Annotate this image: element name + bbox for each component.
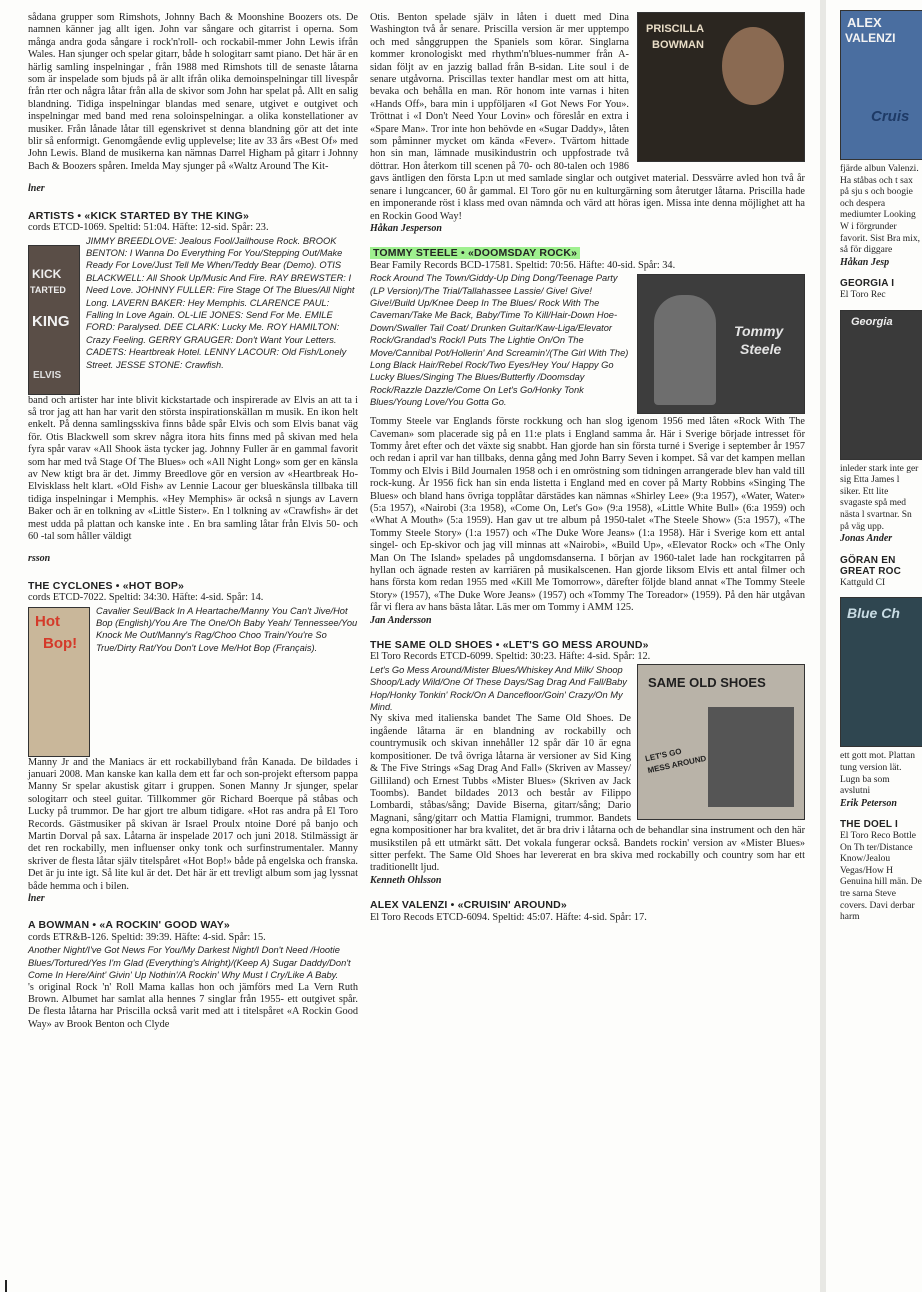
middle-column — [370, 0, 805, 924]
page-gutter — [820, 0, 826, 1292]
review-tommy-meta: Bear Family Records BCD-17581. Speltid: 70:56. Häfte: 40-sid. Spår: 34. — [370, 259, 676, 271]
review-cyclones-signature: lner — [28, 893, 45, 905]
cover-priscilla-portrait — [722, 27, 784, 105]
review-shoes-signature: Kenneth Ohlsson — [370, 874, 442, 886]
review-shoes-meta: El Toro Records ETCD-6099. Speltid: 30:23. Häfte: 4-sid. Spår: 12. — [370, 651, 651, 663]
review-kick-signature: rsson — [28, 553, 51, 565]
review-right-text-4: El Toro Reco Bottle On Th ter/Distance Know/Jealou Vegas/How H Genuina hill män. De tre sarna Steve covers. Davi derbar harm — [840, 831, 922, 923]
review-priscilla-text: Otis. Benton spelade själv in låten i duett med Dina Washington två år senare. Priscilla version är mer upptempo och med sånggruppen the Spaniels som körar. Singlarna kommer kronologiskt med rhythm'n'blues-nummer från A-sidan följt av en jazzig ballad från B-sidan. Lite soul i de senare utgåvorna. Priscillas texter handlar mest om att hitta, bevaka och behålla en man. Rör honom inte varnas i hiten «Hands Off», bara min i uppföljaren «I Got News For You». Tröttnat i «I Don't Need Your Lovin» och föreslår en extra i «Spare Man». Tror inte hon behövde en «Sugar Daddy», låten som påminner mycket om kända «Fever». Tvärtom hittade hon sin man, lämnade musikindustrin och uppfostrade två döttrar. Hon återkom till scenen på 70- och 80-talen och 1986 gavs äntligen den första Lp:n ut med samlade singlar och outgivet material. Dessvärre avled hon två år senare i lungcancer, 60 år gammal. El Toro gör nu en kulturgärning som återutger låtarna. Priscilla hade en imponerande röst i klass med ovan nämnda och värd att höras igen. Missa inte denna möjlighet att ha en Rockin Good Way! — [370, 12, 805, 222]
review-right-meta-2: El Toro Rec — [840, 289, 886, 300]
cover-tommy-steele — [637, 274, 805, 414]
review-right-text-2: inleder stark inte ger sig Etta James l siker. Ett lite svagaste spå med nästa l svartnar. Sn på väg upp. — [840, 463, 919, 532]
review-alex-meta: El Toro Recods ETCD-6094. Speltid: 45:07. Häfte: 4-sid. Spår: 17. — [370, 911, 647, 923]
review-cyclones-meta: cords ETCD-7022. Speltid: 34:30. Häfte: 4-sid. Spår: 14. — [28, 592, 264, 604]
cover-kick-started — [28, 245, 80, 395]
review-right-signature-1: Håkan Jesp — [840, 256, 890, 268]
cover-tommy-figure — [654, 295, 716, 405]
review-shoes-text: Ny skiva med italienska bandet The Same Old Shoes. De ingående låtarna är en blandning av rockabilly och countrymusik och skivan innehåller 12 spår där 10 är egna kompositioner. De två övriga låtarna är versioner av Sid King & The Five Strings «Sag Drag And Fall» (Skriven av Massey/ Gilliland) och Ernest Tubbs «Mister Blues» (Skriven av Jack Toombs). Bandet bildades 2013 och består av Filippo Lombardi, ståbas/sång; Davide Biserna, gitarr/sång; Dario Magnani, sång/gitarr och Mattia Flamigni, trummor. Bandets egna kompositioner har bra kvalitet, det är bra driv i låtarna och de behandlar sina instrument och den här musikstilen på ett utmärkt sätt. Det vokala fungerar också. Bandets rockin' version av «Mister Blues» sitter perfekt. The Same Old Shoes har levererat en bra skiva med rockabilly och country som har ett traditionellt ljud. — [370, 713, 805, 874]
review-bowman-tracks: Another Night/I've Got News For You/My Darkest Night/I Don't Need /Hootie Blues/Tortured/Yes I'm Glad (Everything's Alright)/(Keep A) Sugar Daddy/Don't Come In Here/Aint' Givin' Up Nothin'/A Rockin' Why Must I Cry/Like A Baby. — [28, 945, 351, 981]
review-right-text-1: fjärde albun Valenzi. Ha ståbas och t sax på sju s och boogie och despera mediumter Looking W i förgrunder favorit. Sist Bra mix, så för diggare — [840, 164, 920, 256]
review-right-header-4: THE DOEL I — [840, 819, 898, 831]
review-intro-signature: lner — [28, 183, 45, 195]
review-shoes-header: THE SAME OLD SHOES • «LET'S GO MESS AROUND» — [370, 639, 649, 652]
cover-kick-text-3: KING — [32, 312, 70, 330]
cover-priscilla-text-1: PRISCILLA — [646, 23, 705, 35]
cover-priscilla-text-2: BOWMAN — [652, 39, 704, 51]
cover-alex-text-1: ALEX — [847, 15, 882, 30]
review-tommy-text: Tommy Steele var Englands förste rockkung och han slog igenom 1956 med låten «Rock With The Caveman» som placerade sig på en 11:e plats i England samma år. Här i Sverige började intresset för Tommy året efter och det växte sig snabbt. Han gjorde han sin första turné i Sverige i september år 1957 och redan i april var han tillbaks, denna gång med John Barry Seven i kompet. Så var det kampen mellan Tommy och Elvis i Bild Journalen 1958 och i en omröstning som tidningen arrangerade blev han vald till rock-kung. År 1956 fick han sin enda listetta i England med en cover på Marty Robbins «Singing The Blues» och bland hans övriga topplåtar därstädes kan nämnas «Shirley Lee» (9:a 1957), «Water, Water» (5:a 1957), «Nairobi (3:a 1958), «Come On, Let's Go» (9:a 1958), «Little White Bull» (6:a 1959) och «What A Mouth» (5:a 1959). Han gav ut tre album på 1950-talet «The Steele Show» (5:a 1957), «The Tommy Steele Story» (1:a 1957) och «The Duke Wore Jeans» (1:a 1958). Här i Sverige kom ett antal singel- och Ep-skivor och jag vill minnas att «Nairobi», «Build Up», «Elevator Rock» och «The Only Man On The Island» spelades på ungdomsdanserna. I början av 1960-talet lade han rockgitarren på hyllan och ägnade resten av karriären på musikalscenen. Han gjorde liksom Elvis ett antal filmer och hans första kom redan 1955 med «Kill Me Tomorrow», därefter följde bland annat «The Tommy Steele Story» (1957), «The Duke Wore Jeans» (1957) och «Tommy The Toreador» (1959). På den här utgåvan får vi flera av hans bästa låtar. Läs mer om Tommy i AMM 125. — [370, 416, 805, 614]
review-cyclones-tracks: Cavalier Seul/Back In A Heartache/Manny You Can't Jive/Hot Bop (English)/You Are The One/Oh Baby Yeah/ Tennessee/You Knock Me Out/Manny's Rag/Choo Choo Train/You're So True/Dirty Rat/You Don't Love Me/Hot Bop (Français). — [96, 605, 358, 653]
review-kick-header: ARTISTS • «KICK STARTED BY THE KING» — [28, 209, 250, 222]
cover-hotbop-text-2: Bop! — [43, 634, 78, 652]
right-column-cropped — [840, 0, 922, 924]
cover-shoes-text-1: SAME OLD SHOES — [648, 674, 766, 690]
review-bowman-text: 's original Rock 'n' Roll Mama kallas hon och jämförs med La Vern Ruth Brown. Albumet har samlat alla hennes 7 singlar från 1955- ett outgivet spår. De flesta låtarna har Priscilla också varit med att i titelspåret «A Rockin Good Way» av Brook Benton och Clyde — [28, 981, 358, 1030]
cover-blue-text-1: Blue Ch — [847, 605, 900, 622]
review-right-signature-2: Jonas Ander — [840, 533, 893, 545]
cover-alex-valenzi — [840, 10, 922, 160]
cover-same-old-shoes — [637, 664, 805, 820]
cover-priscilla-bowman — [637, 12, 805, 162]
review-right-header-2: GEORGIA I — [840, 278, 895, 290]
review-alex-header: ALEX VALENZI • «CRUISIN' AROUND» — [370, 899, 567, 912]
cover-shoes-text-2: LET'S GO MESS AROUND — [644, 746, 708, 776]
review-cyclones-header: THE CYCLONES • «HOT BOP» — [28, 579, 185, 592]
review-cyclones-text: Manny Jr and the Maniacs är ett rockabillyband från Kanada. De bildades i januari 2008. Man kanske kan kalla dem ett far och son-projekt eftersom pappa Manny Sr spelar akustisk gitarr i gruppen. Sonen Manny Jr sjunger, spelar sologitarr och steel guitar. Tillkommer gör Richard Boerque på ståbas och Lucky på trummor. De har gjort tre album tidigare. «Hot ras andra på El Toro Records. Gästmusiker på skivan är Israel Proulx ntoine Doré på banjo och Martin Dorval på sax. Låtarna är inspelade 2017 och juni 2018. Stilmässigt är det ren rockabilly, men influenser onky tonk och surfinstrumentaler. Manny skriver de flesta låtar själv titelspåret «Hot Bop!» både på engelska och franska. Det är ju inte igt. Så lite kul är det. Det här är ett trevligt album som jag lyssnat både hemma och i bilen. — [28, 756, 358, 892]
review-right-header-3a: GÖRAN EN — [840, 554, 896, 566]
review-right-header-3b: GREAT ROC — [840, 566, 902, 578]
review-right-signature-3: Erik Peterson — [840, 797, 897, 809]
cover-kick-text-2: TARTED — [30, 284, 66, 295]
review-tommy-tracks: Rock Around The Town/Giddy-Up Ding Dong/Teenage Party (LP Version)/The Trial/Tallahassee Lassie/ Give! Give! Give!/Build Up/Knee Deep In The Blues/ Rock With The Caveman/Take Me Back, Baby/Time To Kill/Hair-Down Hoe-Down/Swaller Tail Coat/ Drunken Guitar/Kaw-Liga/Elevator Rock/Grandad's Rock/I Puts The Lightie On/On The Move/Cannibal Pot/Hollerin' And Screamin'/(The Girl With The) Long Black Hair/Rebel Rock/Two Eyes/Hey You/ Happy Go Lucky Blues/Singing The Blues/Butterfly /Doomsday Rock/Razzle Dazzle/Come On Let's Go/Honky Tonk Blues/Young Love/You Gotta Go. — [370, 273, 629, 408]
highlight-tommy-steele: TOMMY STEELE • «DOOMSDAY ROCK» — [370, 247, 580, 259]
review-shoes-tracks: Let's Go Mess Around/Mister Blues/Whiskey And Milk/ Shoop Shoop/Lady Wild/One Of These Days/Sag Drag And Fall/Baby Hop/Honky Tonkin' Rock/On A Dancefloor/Goin' Crazy/On My Mind. — [370, 664, 627, 713]
cover-georgia — [840, 310, 922, 460]
review-right-meta-3: Kattguld CI — [840, 577, 886, 588]
cover-shoes-band-photo — [708, 707, 794, 807]
scan-edge-mark — [5, 1280, 7, 1292]
cover-tommy-text-1: Tommy — [734, 323, 784, 340]
review-intro-text: sådana grupper som Rimshots, Johnny Bach & Moonshine Boozers ots. De namnen känner jag allt igen. John var sångare och gitarrist i operna. Som många andra goda sångare i rock'n'roll- och rockabil-mmer John Lewis ifrån Wales. Han sjunger och spelar gitarr, både h sologitarr samt piano. Det här är en härlig samling inspelningar , från 1988 med Rimshots till de senaste låtarna som är inspelade som bjuds på är allt ifrån olika demoinspelningar till livespår från rter och några låtar från alla de skivor som John har spelat på. Allt en salig blandning. Tidiga inspelningar blandas med senare, utgivet e outgivet och inspelningar med band med rena soloinspelningar. a olika konstellationer av musiker. Från lånade låtar till egenskrivet st denna blandning gör att det inte blir så enformigt. Genomgående evlig upplevelse; lite av 33 års «Best Of» med John Lewis. Bland de musikerna kan nämnas Darrel Higham på gitarr i Johnny Bach & Boozers spåren. Imelda May sjunger på «Waltz Around The Kit- — [28, 12, 358, 172]
cover-tommy-text-2: Steele — [740, 341, 782, 358]
cover-alex-text-2: VALENZI — [845, 31, 896, 45]
review-bowman-meta: cords ETR&B-126. Speltid: 39:39. Häfte: 4-sid. Spår: 15. — [28, 931, 266, 943]
cover-hotbop-text-1: Hot — [35, 612, 60, 630]
review-right-text-3: ett gott mot. Plattan tung version lät. Lugn ba som avslutni — [840, 751, 915, 797]
review-kick-tracks: JIMMY BREEDLOVE: Jealous Fool/Jailhouse Rock. BROOK BENTON: I Wanna Do Everything For You/Stepping Out/Make Ready For Love/Just Tell Me When/Teddy Bear (Demo). OTIS BLACKWELL: All Shook Up/Music And Fire. RAY BREWSTER: I Need Love. JOHNNY FULLER: Fire Stage Of The Blues/All Night Long. LAVERN BAKER: Hey Memphis. CLARENCE PAUL: Falling In Love Again. OL-LIE JONES: Send For Me. EMILE FORD: Paralysed. DEE CLARK: Lucky Me. ROY HAMILTON: Crazy Feeling. GERRY GRAUGER: Don't Want Your Letters. CADETS: Heartbreak Hotel. LENNY LACOUR: Old Fish/Lonely Street. JESSE STONE: Crawfish. — [86, 235, 355, 370]
review-kick-meta: cords ETCD-1069. Speltid: 51:04. Häfte: 12-sid. Spår: 23. — [28, 222, 269, 234]
cover-kick-text-4: ELVIS — [33, 369, 62, 381]
cover-alex-text-3: Cruis — [871, 108, 910, 125]
cover-kick-text-1: KICK — [32, 266, 62, 281]
cover-georgia-text-1: Georgia — [851, 315, 893, 328]
cover-hot-bop — [28, 607, 90, 757]
left-column — [28, 0, 358, 1031]
cover-blue-chair — [840, 597, 922, 747]
review-bowman-header: A BOWMAN • «A ROCKIN' GOOD WAY» — [28, 919, 230, 932]
review-kick-text: band och artister har inte blivit kickstartade och inspirerade av Elvis an att ta i så tror jag att han har varit den största inspirationskällan m musik. En ikon helt enkelt. På denna samlingsskiva finns både spår Elvis och som Elvis banat väg för. Otis Blackwell som skrev några itora hits finns med på skivan med hela fyra spår varav «All Shook ästa tycker jag. Johnny Fuller är en gammal favorit som har med två Stage Of The Blues» och «All Night Long» som ger en känsla av New ktigt bra är det. Jimmy Breedlove gör en version av «Heartbreak Ho- Elvisklass helt klart. «Old Fish» av Lennie Lacour ger blueskänsla tillbaka till tidiga inspelningar i Memphis. «Hey Memphis» är också n sjungs av Lavern Baker och är en tolkning av «Little Sister». En l tolkning av «Crawfish» är det mest udda på plattan och kanske inte . En bra samling låtar från Elvis 50- och 60 -tal som håller väldigt — [28, 394, 358, 542]
review-tommy-header — [370, 247, 805, 259]
review-priscilla-signature: Håkan Jesperson — [370, 222, 442, 234]
review-tommy-signature: Jan Andersson — [370, 614, 432, 626]
